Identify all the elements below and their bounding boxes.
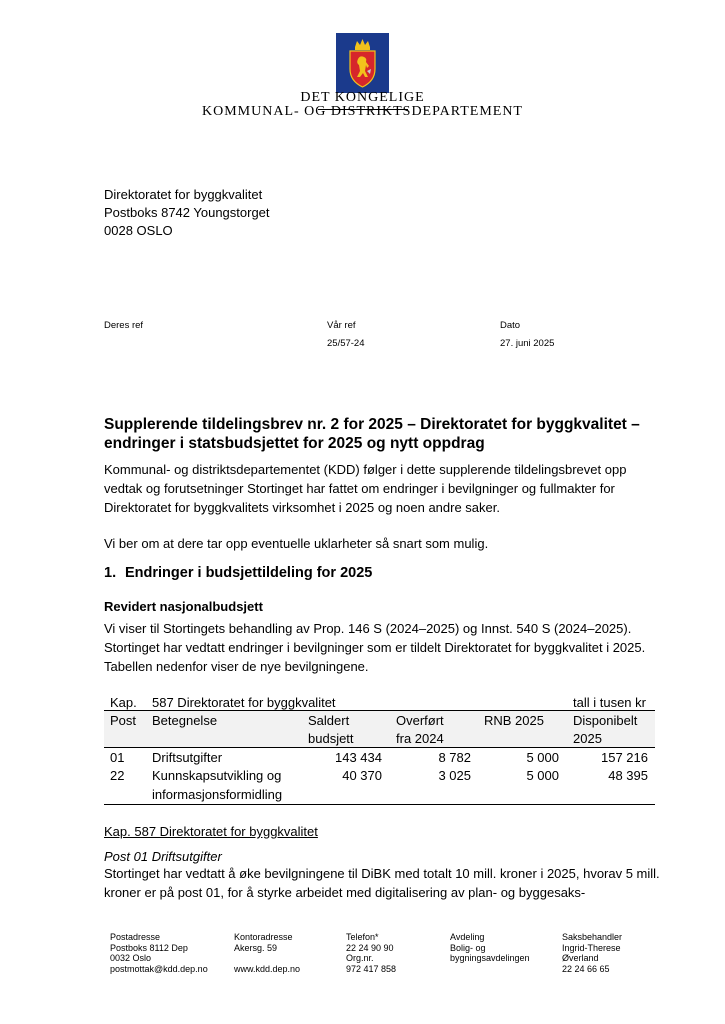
recipient-name: Direktoratet for byggkvalitet — [104, 187, 263, 202]
recipient-city: 0028 OSLO — [104, 223, 173, 238]
row-22-post: 22 — [110, 768, 125, 783]
footer-col5-line4: 22 24 66 65 — [562, 963, 610, 974]
letter-title: Supplerende tildelingsbrev nr. 2 for 2025 – Direktoratet for byggkvalitet – endringer i statsbudsjettet for 2025 og nytt oppdrag — [104, 416, 640, 452]
request-paragraph: Vi ber om at dere tar opp eventuelle uklarheter så snart som mulig. — [104, 536, 489, 551]
dato-value: 27. juni 2025 — [500, 338, 555, 349]
row-01-saldert: 143 434 — [335, 750, 382, 765]
footer-col2-line3 — [234, 953, 300, 964]
revidert-subheading: Revidert nasjonalbudsjett — [104, 599, 263, 614]
header-saldert: Saldert — [308, 713, 350, 728]
row-22-name-2: informasjonsformidling — [152, 787, 283, 802]
header-overfort-2: fra 2024 — [396, 731, 444, 746]
footer-col4-line1: Avdeling — [450, 932, 485, 942]
footer-email[interactable]: postmottak@kdd.dep.no — [110, 963, 208, 974]
footer-col5-line3: Øverland — [562, 953, 599, 963]
table-unit: tall i tusen kr — [573, 695, 646, 710]
post-01-heading: Post 01 Driftsutgifter — [104, 849, 222, 864]
var-ref-label: Vår ref — [327, 320, 356, 331]
header-betegnelse: Betegnelse — [152, 713, 218, 728]
table-kap-title: 587 Direktoratet for byggkvalitet — [152, 695, 336, 710]
dato-label: Dato — [500, 320, 521, 331]
row-01-rnb: 5 000 — [526, 750, 559, 765]
recipient-street: Postboks 8742 Youngstorget — [104, 205, 270, 220]
letterhead-line-1: DET KONGELIGE — [300, 90, 425, 105]
footer-col5-line2: Ingrid-Therese — [562, 942, 621, 953]
deres-ref-label: Deres ref — [104, 320, 144, 331]
footer-col3-line4: 972 417 858 — [346, 963, 397, 974]
header-disponibelt: Disponibelt — [573, 713, 638, 728]
kap-587-heading: Kap. 587 Direktoratet for byggkvalitet — [104, 824, 318, 839]
footer-telefon — [346, 932, 396, 974]
header-overfort: Overført — [396, 713, 444, 728]
coat-of-arms-logo — [336, 33, 389, 93]
footer-col4-line3: bygningsavdelingen — [450, 953, 530, 963]
footer-col1-line1: Postadresse — [110, 932, 161, 942]
footer-col2-line2: Akersg. 59 — [234, 942, 278, 953]
footer-avdeling — [450, 932, 530, 964]
letterhead-line-2: KOMMUNAL- OG DISTRIKTSDEPARTEMENT — [202, 104, 523, 119]
footer-col3-line1: Telefon* — [346, 932, 379, 942]
row-22-disp: 48 395 — [608, 768, 648, 783]
section-1-paragraph: Vi viser til Stortingets behandling av Prop. 146 S (2024–2025) og Innst. 540 S (2024–2025). Stortinget har vedtatt endringer i bevilgninger som er tildelt Direktoratet for byggkvalitet i 2025. Tabellen nedenfor viser de nye bevilgningene. — [104, 621, 646, 674]
budget-table — [104, 693, 655, 805]
row-22-rnb: 5 000 — [526, 768, 559, 783]
footer-col2-line1: Kontoradresse — [234, 932, 293, 942]
table-kap-label: Kap. — [110, 695, 137, 710]
footer-col3-line2: 22 24 90 90 — [346, 942, 394, 953]
footer-col1-line2: Postboks 8112 Dep — [110, 942, 188, 953]
footer-col5-line1: Saksbehandler — [562, 932, 623, 942]
footer-col3-line3: Org.nr. — [346, 953, 374, 963]
footer-kontoradresse — [234, 932, 300, 974]
header-disponibelt-2: 2025 — [573, 731, 602, 746]
intro-paragraph: Kommunal- og distriktsdepartementet (KDD) følger i dette supplerende tildelingsbrevet opp vedtak og forutsetninger Stortinget har fattet om endringer i bevilgninger og fullmakter for Direktoratet for byggkvalitets virksomhet i 2025 og noen andre saker. — [104, 462, 627, 515]
header-rnb: RNB 2025 — [484, 713, 544, 728]
row-01-name: Driftsutgifter — [152, 750, 223, 765]
section-1-number: 1. — [104, 565, 117, 581]
header-saldert-2: budsjett — [308, 731, 354, 746]
footer-saksbehandler — [562, 932, 622, 974]
footer-col1-line3: 0032 Oslo — [110, 953, 152, 963]
row-01-disp: 157 216 — [601, 750, 648, 765]
table-bottom-rule — [104, 804, 655, 805]
footer-website[interactable]: www.kdd.dep.no — [234, 963, 301, 974]
row-01-post: 01 — [110, 750, 125, 765]
row-22-saldert: 40 370 — [342, 768, 382, 783]
footer-postadresse — [110, 932, 208, 974]
var-ref-value: 25/57-24 — [327, 338, 365, 349]
footer-col4-line2: Bolig- og — [450, 942, 486, 953]
row-22-overfort: 3 025 — [438, 768, 471, 783]
row-22-name: Kunnskapsutvikling og — [152, 768, 282, 783]
row-01-overfort: 8 782 — [438, 750, 471, 765]
section-1-heading: Endringer i budsjettildeling for 2025 — [125, 565, 373, 581]
post-01-paragraph: Stortinget har vedtatt å øke bevilgningene til DiBK med totalt 10 mill. kroner i 2025, hvorav 5 mill. kroner er på post 01, for å styrke arbeidet med digitalisering av plan- og byggesaks- — [104, 866, 660, 900]
header-post: Post — [110, 713, 137, 728]
